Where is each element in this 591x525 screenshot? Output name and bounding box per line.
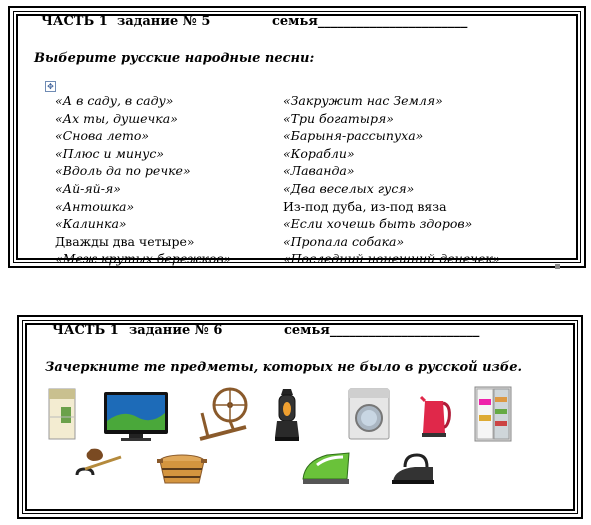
songs-right-column bbox=[283, 92, 500, 268]
table-move-handle-icon[interactable]: ✥ bbox=[45, 81, 56, 92]
wooden-tub-icon[interactable] bbox=[157, 453, 207, 487]
cast-iron-icon[interactable] bbox=[391, 451, 435, 485]
song-right-5: «Лаванда» bbox=[283, 163, 355, 179]
song-right-4: «Корабли» bbox=[283, 145, 355, 161]
task5-part-label: ЧАСТЬ 1 bbox=[41, 14, 108, 29]
fridge-box-icon[interactable] bbox=[47, 387, 77, 441]
electric-iron-icon[interactable] bbox=[299, 447, 353, 487]
spinning-wheel-icon[interactable] bbox=[194, 383, 252, 445]
song-left-10: «Меж крутых бережков» bbox=[55, 251, 232, 267]
washing-machine-icon[interactable] bbox=[347, 387, 391, 441]
song-left-9: Дважды два четыре» bbox=[55, 233, 195, 249]
song-right-3: «Барыня-рассыпуха» bbox=[283, 128, 424, 144]
task5-family-field[interactable]: семья_______________________ bbox=[272, 14, 468, 29]
song-right-1: «Закружит нас Земля» bbox=[283, 93, 443, 108]
song-left-8: «Калинка» bbox=[55, 216, 127, 232]
table-resize-handle[interactable] bbox=[555, 264, 560, 269]
song-left-6: «Ай-яй-я» bbox=[55, 180, 121, 196]
task5-card bbox=[8, 6, 586, 268]
song-right-6: «Два веселых гуся» bbox=[283, 180, 415, 196]
tv-icon[interactable] bbox=[103, 391, 169, 443]
song-left-5: «Вдоль да по речке» bbox=[55, 163, 191, 179]
song-right-2: «Три богатыря» bbox=[283, 110, 394, 126]
song-right-8: «Если хочешь быть здоров» bbox=[283, 216, 473, 232]
task5-number-label: задание № 5 bbox=[117, 14, 211, 29]
task6-part-label: ЧАСТЬ 1 bbox=[52, 323, 119, 338]
task6-family-field[interactable]: семья_______________________ bbox=[284, 323, 480, 338]
task6-instruction: Зачеркните те предметы, которых не было в русской избе. bbox=[45, 360, 523, 375]
song-left-1: «А в саду, в саду» bbox=[55, 93, 174, 108]
song-right-10: «Последний нонешний денечек» bbox=[283, 251, 501, 267]
song-right-7: Из-под дуба, из-под вяза bbox=[283, 198, 447, 214]
task5-instruction: Выберите русские народные песни: bbox=[34, 51, 315, 66]
task6-card bbox=[17, 315, 583, 519]
song-left-4: «Плюс и минус» bbox=[55, 145, 165, 161]
kerosene-lamp-icon[interactable] bbox=[273, 385, 301, 443]
task6-number-label: задание № 6 bbox=[129, 323, 223, 338]
song-right-9: «Пропала собака» bbox=[283, 233, 405, 249]
songs-left-column bbox=[55, 92, 231, 268]
song-left-2: «Ах ты, душечка» bbox=[55, 110, 178, 126]
grip-tool-icon[interactable] bbox=[71, 447, 125, 481]
song-left-7: «Антошка» bbox=[55, 198, 135, 214]
song-left-3: «Снова лето» bbox=[55, 128, 150, 144]
electric-kettle-icon[interactable] bbox=[419, 393, 453, 439]
refrigerator-icon[interactable] bbox=[473, 385, 513, 443]
